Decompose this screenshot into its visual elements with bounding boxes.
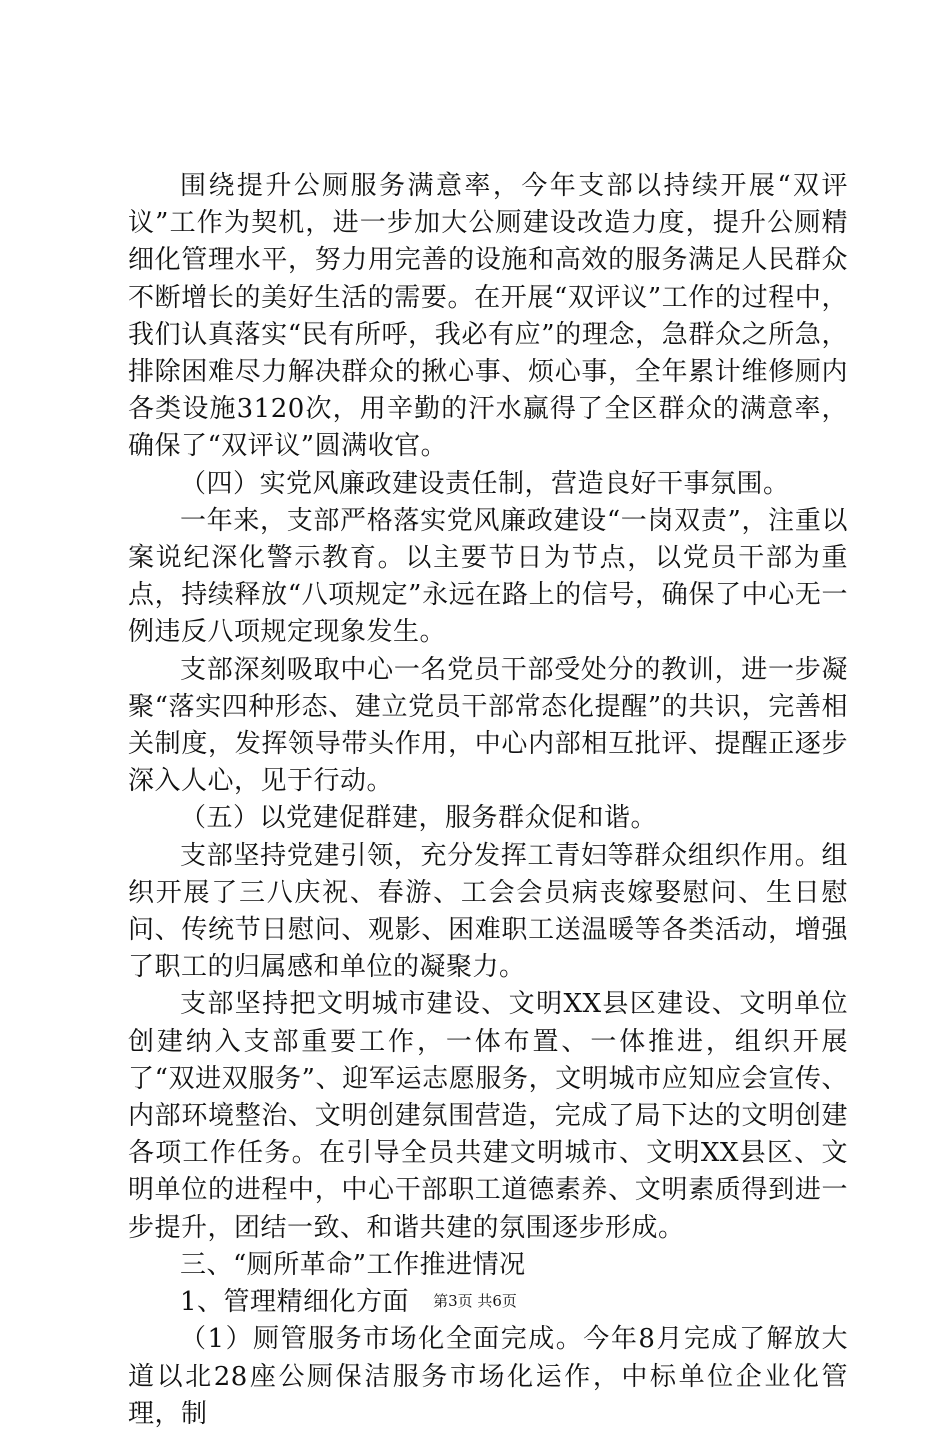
paragraph-party-integrity: 一年来，支部严格落实党风廉政建设“一岗双责”，注重以案说纪深化警示教育。以主要节日为节点，以党员干部为重点，持续释放“八项规定”永远在路上的信号，确保了中心无一例违反八项规定现象发生。 (128, 505, 848, 648)
document-body (128, 168, 848, 1433)
page-number-footer: 第3页 共6页 (433, 1292, 517, 1310)
section-heading-4: （四）实党风廉政建设责任制，营造良好干事氛围。 (180, 468, 790, 499)
paragraph-service-satisfaction: 围绕提升公厕服务满意率，今年支部以持续开展“双评议”工作为契机，进一步加大公厕建设改造力度，提升公厕精细化管理水平，努力用完善的设施和高效的服务满足人民群众不断增长的美好生活的需要。在开展“双评议”工作的过程中，我们认真落实“民有所呼，我必有应”的理念，急群众之所急，排除困难尽力解决群众的揪心事、烦心事，全年累计维修厕内各类设施3120次，用辛勤的汗水赢得了全区群众的满意率，确保了“双评议”圆满收官。 (128, 171, 848, 462)
paragraph-civilized-city: 支部坚持把文明城市建设、文明XX县区建设、文明单位创建纳入支部重要工作，一体布置、一体推进，组织开展了“双进双服务”、迎军运志愿服务，文明城市应知应会宣传、内部环境整治、文明创建氛围营造，完成了局下达的文明创建各项工作任务。在引导全员共建文明城市、文明XX县区、文明单位的进程中，中心干部职工道德素养、文明素质得到进一步提升，团结一致、和谐共建的氛围逐步形成。 (128, 989, 848, 1243)
section-heading-5: （五）以党建促群建，服务群众促和谐。 (180, 803, 658, 834)
subsection-heading-1: 1、管理精细化方面 (180, 1287, 410, 1318)
paragraph-marketization: （1）厕管服务市场化全面完成。今年8月完成了解放大道以北28座公厕保洁服务市场化运作，中标单位企业化管理，制 (128, 1324, 848, 1429)
section-heading-3: 三、“厕所革命”工作推进情况 (180, 1249, 526, 1280)
paragraph-mass-organizations: 支部坚持党建引领，充分发挥工青妇等群众组织作用。组织开展了三八庆祝、春游、工会会员病丧嫁娶慰问、生日慰问、传统节日慰问、观影、困难职工送温暖等各类活动，增强了职工的归属感和单位的凝聚力。 (128, 840, 848, 983)
paragraph-lessons-learned: 支部深刻吸取中心一名党员干部受处分的教训，进一步凝聚“落实四种形态、建立党员干部常态化提醒”的共识，完善相关制度，发挥领导带头作用，中心内部相互批评、提醒正逐步深入人心，见于行动。 (128, 654, 848, 797)
